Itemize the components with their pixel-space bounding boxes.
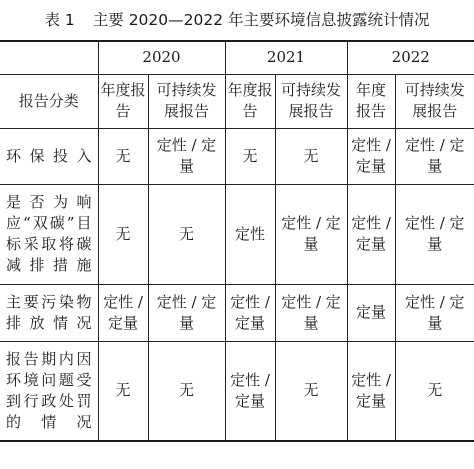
table-cell: 定性 [225, 184, 275, 284]
sub-header-sustainability: 可持续发展报告 [148, 74, 225, 128]
table-cell: 定性 / 定量 [275, 284, 347, 341]
table-cell: 无 [275, 128, 347, 184]
sub-header-sustainability: 可持续发展报告 [275, 74, 347, 128]
row-label: 主要污染物排放情况 [0, 284, 98, 341]
table-row [0, 128, 474, 184]
table-cell: 定性 / 定量 [148, 128, 225, 184]
data-table [0, 40, 474, 442]
table-cell: 定性 / 定量 [395, 184, 474, 284]
sub-header-annual: 年度报告 [225, 74, 275, 128]
table-cell: 定性 / 定量 [148, 284, 225, 341]
corner-cell [0, 41, 98, 74]
table-cell: 定性 / 定量 [225, 284, 275, 341]
sub-header-sustainability: 可持续发展报告 [395, 74, 474, 128]
table-cell: 无 [275, 341, 347, 441]
table-cell: 定性 / 定量 [395, 284, 474, 341]
table-row [0, 284, 474, 341]
sub-header-annual: 年度报告 [98, 74, 148, 128]
table-row [0, 341, 474, 441]
table-cell: 定性 / 定量 [275, 184, 347, 284]
table-cell: 定性 / 定量 [347, 128, 395, 184]
table-caption [0, 0, 474, 40]
row-label: 是否为响应“双碳”目标采取将碳减排措施 [0, 184, 98, 284]
table-title: 主要 2020—2022 年主要环境信息披露统计情况 [92, 11, 430, 29]
table-cell: 定性 / 定量 [225, 341, 275, 441]
year-header-2022: 2022 [347, 41, 474, 74]
row-label: 报告期内因环境问题受到行政处罚的情况 [0, 341, 98, 441]
table-cell: 无 [395, 341, 474, 441]
year-header-2021: 2021 [225, 41, 347, 74]
table-cell: 无 [225, 128, 275, 184]
table-cell: 定性 / 定量 [395, 128, 474, 184]
table-cell: 无 [98, 128, 148, 184]
row-label: 环保投入 [0, 128, 98, 184]
year-header-2020: 2020 [98, 41, 225, 74]
sub-header-row [0, 74, 474, 128]
year-header-row [0, 41, 474, 74]
row-label-header: 报告分类 [0, 74, 98, 128]
sub-header-annual: 年度报告 [347, 74, 395, 128]
table-cell: 无 [98, 341, 148, 441]
table-cell: 无 [98, 184, 148, 284]
table-cell: 定性 / 定量 [347, 184, 395, 284]
table-cell: 无 [148, 184, 225, 284]
table-cell: 定性 / 定量 [98, 284, 148, 341]
table-cell: 无 [148, 341, 225, 441]
table-row [0, 184, 474, 284]
table-cell: 定性 / 定量 [347, 341, 395, 441]
table-number: 表 1 [44, 11, 75, 29]
table-cell: 定量 [347, 284, 395, 341]
